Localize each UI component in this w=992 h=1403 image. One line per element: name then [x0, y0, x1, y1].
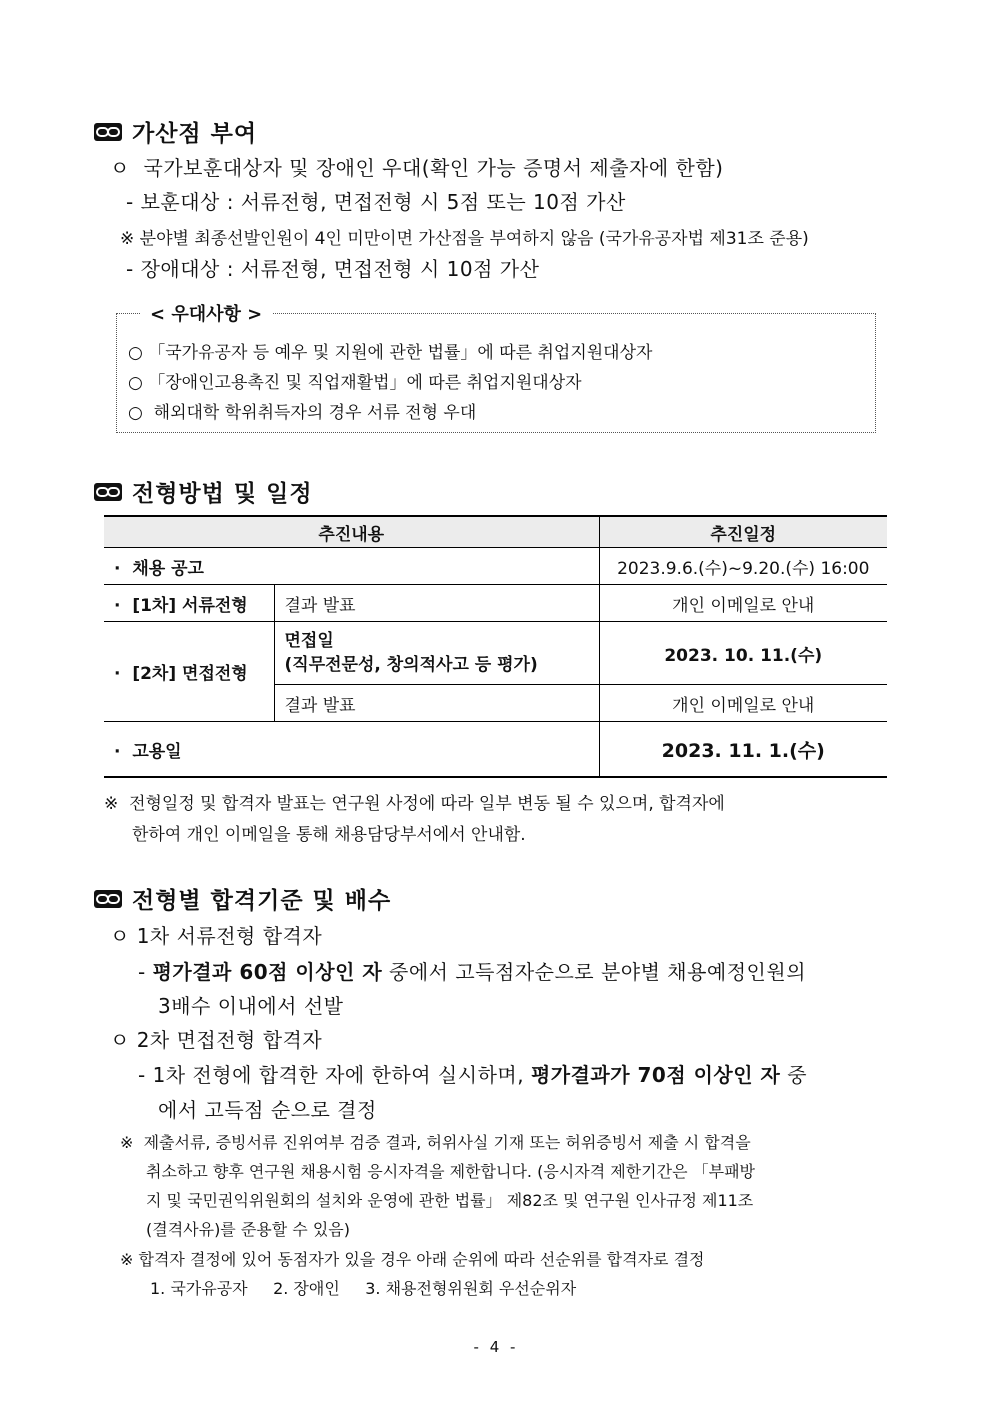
- page-number: - 4 -: [473, 1338, 519, 1356]
- circle-bullet: ㅇ: [110, 1028, 130, 1052]
- dot: ·: [114, 664, 121, 684]
- table-header-row: [104, 516, 887, 548]
- sub-line: (직무전문성, 창의적사고 등 평가): [284, 655, 538, 675]
- row-sub: 결과 발표: [274, 585, 599, 622]
- row-label: [104, 585, 274, 622]
- section-title: 가산점 부여: [132, 121, 258, 147]
- emphasis-text: 평가결과 60점 이상인 자: [152, 960, 383, 984]
- item-text: 보훈대상 : 서류전형, 면접전형 시 5점 또는 10점 가산: [140, 190, 626, 214]
- warning-note-cont: 지 및 국민권익위원회의 설치와 운영에 관한 법률」 제82조 및 연구원 인사규정 제11조: [146, 1191, 754, 1210]
- section-heading-criteria: [94, 882, 391, 915]
- label-text: 채용 공고: [132, 558, 204, 579]
- criteria-text: 1차 전형에 합격한 자에 한하여 실시하며,: [152, 1063, 531, 1087]
- bullet-text: 1차 서류전형 합격자: [136, 924, 323, 948]
- preference-item: [128, 338, 652, 363]
- bullet-text: 국가보훈대상자 및 장애인 우대(확인 가능 증명서 제출자에 한함): [143, 156, 724, 180]
- bullet-text: 2차 면접전형 합격자: [136, 1028, 323, 1052]
- sub-line: 면접일: [284, 631, 334, 651]
- small-circle: ○: [128, 343, 143, 363]
- note-text: 분야별 최종선발인원이 4인 미만이면 가산점을 부여하지 않음 (국가유공자법 제31조 준용): [139, 229, 809, 249]
- small-circle: ○: [128, 403, 143, 423]
- section-heading-bonus: [94, 115, 257, 148]
- priority-item: 1. 국가유공자: [150, 1279, 248, 1298]
- row-date: 2023. 11. 1.(수): [599, 722, 887, 778]
- schedule-note-cont: 한하여 개인 이메일을 통해 채용담당부서에서 안내함.: [132, 825, 526, 845]
- emphasis-text: 평가결과가 70점 이상인 자: [530, 1063, 781, 1087]
- preference-item: [128, 368, 582, 393]
- preference-item: [128, 398, 476, 423]
- link-icon: [94, 890, 122, 908]
- dash: -: [138, 1063, 146, 1087]
- schedule-note: [104, 789, 725, 814]
- circle-bullet: ㅇ: [110, 156, 130, 180]
- label-text: [2차] 면접전형: [132, 664, 248, 684]
- row-sub: [274, 622, 599, 685]
- preference-box-title: < 우대사항 >: [140, 300, 272, 326]
- criteria-line: [138, 1059, 807, 1088]
- priority-item: 2. 장애인: [273, 1279, 340, 1298]
- header-schedule: 추진일정: [599, 516, 887, 548]
- label-text: 고용일: [132, 741, 182, 762]
- note-text: 제출서류, 증빙서류 진위여부 검증 결과, 허위사실 기재 또는 허위증빙서 제출 시 합격을: [143, 1133, 751, 1152]
- priority-list: [150, 1276, 576, 1299]
- dash: -: [138, 960, 146, 984]
- criteria-line-cont: 3배수 이내에서 선발: [158, 994, 344, 1018]
- warning-note-cont: 취소하고 향후 연구원 채용시험 응시자격을 제한합니다. (응시자격 제한기간은 「부패방: [146, 1162, 755, 1181]
- criteria-text: 중: [780, 1063, 808, 1087]
- header-content: 추진내용: [104, 516, 599, 548]
- priority-item: 3. 채용전형위원회 우선순위자: [365, 1279, 577, 1298]
- row-date: 개인 이메일로 안내: [599, 685, 887, 722]
- note-text: 전형일정 및 합격자 발표는 연구원 사정에 따라 일부 변동 될 수 있으며, 합격자에: [129, 794, 725, 814]
- small-circle: ○: [128, 373, 143, 393]
- row-date: 2023.9.6.(수)~9.20.(수) 16:00: [599, 548, 887, 585]
- dot: ·: [114, 558, 121, 579]
- row-date: 개인 이메일로 안내: [599, 585, 887, 622]
- table-row: [104, 722, 887, 778]
- ref-mark: ※: [120, 1133, 134, 1152]
- bullet-line: [110, 1024, 322, 1053]
- link-icon: [94, 123, 122, 141]
- tie-note: [120, 1247, 705, 1270]
- preference-text: 「장애인고용촉진 및 직업재활법」에 따른 취업지원대상자: [148, 373, 582, 393]
- item-text: 장애대상 : 서류전형, 면접전형 시 10점 가산: [140, 257, 540, 281]
- bullet-line: [110, 920, 322, 949]
- dash: -: [126, 257, 134, 281]
- section-title: 전형방법 및 일정: [132, 481, 313, 507]
- bonus-item-disabled: [126, 253, 539, 282]
- circle-bullet: ㅇ: [110, 924, 130, 948]
- ref-mark: ※: [120, 229, 135, 249]
- criteria-text: 중에서 고득점자순으로 분야별 채용예정인원의: [382, 960, 807, 984]
- criteria-line: [138, 956, 806, 985]
- row-label: [104, 722, 599, 778]
- dot: ·: [114, 741, 121, 762]
- note-line: [120, 224, 809, 249]
- criteria-line-cont: 에서 고득점 순으로 결정: [158, 1098, 377, 1122]
- row-date: 2023. 10. 11.(수): [599, 622, 887, 685]
- bullet-line: [110, 152, 723, 181]
- warning-note: [120, 1130, 751, 1153]
- ref-mark: ※: [120, 1250, 134, 1269]
- ref-mark: ※: [104, 794, 119, 814]
- label-text: [1차] 서류전형: [132, 595, 248, 616]
- link-icon: [94, 483, 122, 501]
- section-heading-schedule: [94, 475, 313, 508]
- preference-text: 「국가유공자 등 예우 및 지원에 관한 법률」에 따른 취업지원대상자: [148, 343, 653, 363]
- warning-note-cont: (결격사유)를 준용할 수 있음): [146, 1220, 351, 1239]
- note-text: 합격자 결정에 있어 동점자가 있을 경우 아래 순위에 따라 선순위를 합격자로 결정: [138, 1250, 705, 1269]
- bonus-item-veteran: [126, 186, 626, 215]
- dot: ·: [114, 595, 121, 616]
- preference-text: 해외대학 학위취득자의 경우 서류 전형 우대: [153, 403, 477, 423]
- table-row: [104, 622, 887, 685]
- row-label: [104, 548, 599, 585]
- section-title: 전형별 합격기준 및 배수: [132, 888, 392, 914]
- row-sub: 결과 발표: [274, 685, 599, 722]
- table-row: [104, 585, 887, 622]
- row-label: [104, 622, 274, 722]
- dash: -: [126, 190, 134, 214]
- table-row: [104, 548, 887, 585]
- schedule-table: [104, 515, 887, 778]
